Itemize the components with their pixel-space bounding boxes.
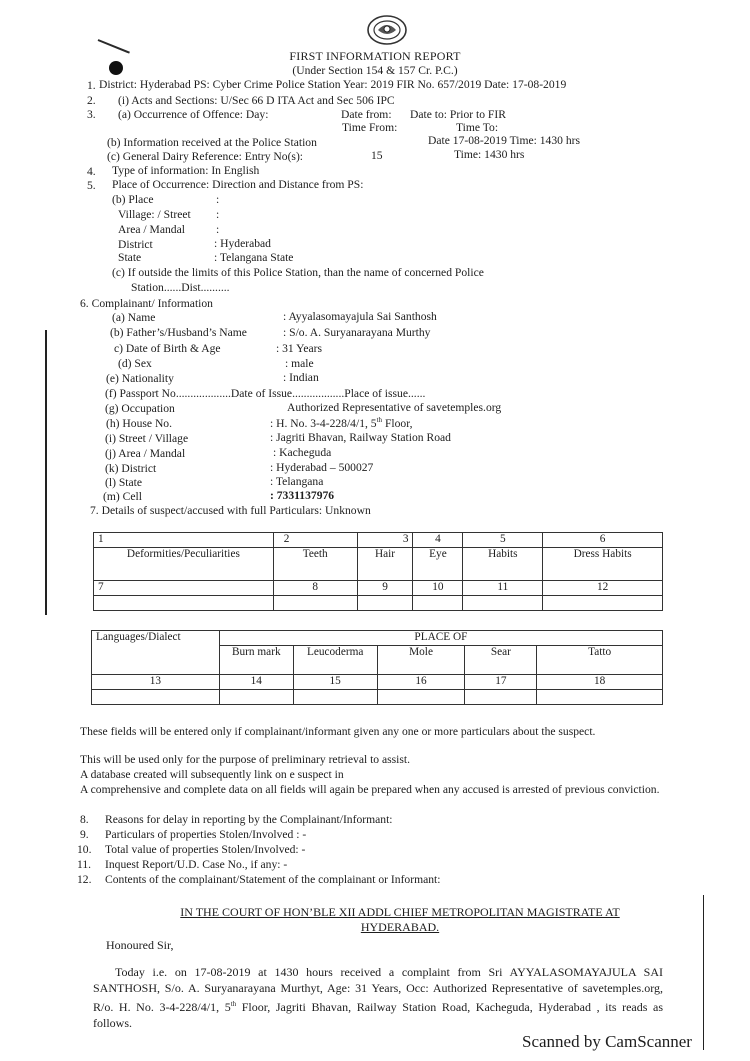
occupation-value: Authorized Representative of savetemples.org — [287, 401, 502, 414]
district-label-2: (k) District — [105, 462, 157, 475]
report-subtitle: (Under Section 154 & 157 Cr. P.C.) — [292, 64, 458, 77]
gd-reference-label: (c) General Dairy Reference: Entry No(s): — [107, 150, 304, 163]
suspect-details: 7. Details of suspect/accused with full Particulars: Unknown — [90, 504, 371, 517]
table-cell — [94, 596, 274, 611]
table-row — [92, 690, 663, 705]
table-header: Sear — [465, 646, 537, 675]
table-cell: 5 — [463, 533, 543, 548]
table-header: Teeth — [273, 548, 357, 581]
table-header: PLACE OF — [219, 631, 662, 646]
time-from: Time From: — [342, 121, 398, 134]
table-header: Habits — [463, 548, 543, 581]
sex-value: : male — [285, 357, 314, 370]
suspect-table-1 — [93, 532, 663, 611]
nationality-label: (e) Nationality — [106, 372, 174, 385]
village-label: Village: / Street — [118, 208, 191, 221]
item-9-text: Particulars of properties Stolen/Involved : - — [105, 828, 307, 841]
table-header: Languages/Dialect — [92, 631, 220, 675]
nationality-value: : Indian — [283, 371, 319, 384]
table-cell: 11 — [463, 581, 543, 596]
item-2-num: 2. — [87, 94, 96, 107]
table-row — [92, 675, 663, 690]
item-12-text: Contents of the complainant/Statement of the complainant or Informant: — [105, 873, 441, 886]
table-cell — [92, 690, 220, 705]
table-cell: 17 — [465, 675, 537, 690]
table-cell — [377, 690, 465, 705]
note-3: A database created will subsequently link on e suspect in — [80, 768, 344, 781]
table-cell: 9 — [357, 581, 413, 596]
area-colon: : — [216, 223, 220, 236]
date-to: Date to: Prior to FIR — [410, 108, 506, 121]
salutation: Honoured Sir, — [106, 938, 174, 952]
table-cell — [463, 596, 543, 611]
outside-limits: (c) If outside the limits of this Police Station, than the name of concerned Police — [112, 266, 484, 279]
table-cell: 16 — [377, 675, 465, 690]
area-label: Area / Mandal — [118, 223, 185, 236]
state-value: : Telangana State — [214, 251, 294, 264]
item-10-text: Total value of properties Stolen/Involved: - — [105, 843, 306, 856]
date-from: Date from: — [341, 108, 392, 121]
table-row — [94, 581, 663, 596]
time-to: Time To: — [456, 121, 499, 134]
table-cell: 7 — [94, 581, 274, 596]
table-cell — [293, 690, 377, 705]
table-cell: 4 — [413, 533, 463, 548]
table-cell: 14 — [219, 675, 293, 690]
camscanner-watermark: Scanned by CamScanner — [522, 1032, 692, 1051]
item-11-num: 11. — [77, 858, 92, 871]
table-cell: 3 — [357, 533, 413, 548]
info-received-label: (b) Information received at the Police Station — [107, 136, 317, 149]
cell-value: : 7331137976 — [270, 489, 335, 502]
district-label: District — [118, 238, 153, 251]
gd-time: Time: 1430 hrs — [454, 148, 525, 161]
state-value-2: : Telangana — [270, 475, 324, 488]
table-cell: 18 — [537, 675, 663, 690]
area-mandal-label: (j) Area / Mandal — [105, 447, 186, 460]
place-colon: : — [216, 193, 220, 206]
district-value-2: : Hyderabad – 500027 — [270, 461, 374, 474]
table-row — [94, 548, 663, 581]
complaint-body: Today i.e. on 17-08-2019 at 1430 hours received a complaint from Sri AYYALASOMAYAJULA SAI SANTHOSH, S/o. A. Suryanarayana Murthyt, Age: 31 Years, Occ: Authorized Representative of savetemples.org, R/o. H. No. 3-4-228/4/1, 5th Floor, Jagriti Bhavan, Railway Station Road, Kacheguda, Hyderabad , its reads as follows. — [93, 965, 663, 1030]
state-emblem-icon — [366, 14, 408, 46]
table-cell — [543, 596, 663, 611]
item-11-text: Inquest Report/U.D. Case No., if any: - — [105, 858, 288, 871]
item-8-num: 8. — [80, 813, 89, 826]
info-type: Type of information: In English — [112, 164, 260, 177]
name-value: : Ayyalasomayajula Sai Santhosh — [283, 310, 437, 323]
father-label: (b) Father’s/Husband’s Name — [110, 326, 247, 339]
village-colon: : — [216, 208, 220, 221]
info-received-value: Date 17-08-2019 Time: 1430 hrs — [428, 134, 581, 147]
table-cell: 6 — [543, 533, 663, 548]
district-value: : Hyderabad — [214, 237, 271, 250]
house-value: : H. No. 3-4-228/4/1, 5th Floor, — [270, 416, 413, 430]
street-label: (i) Street / Village — [105, 432, 189, 445]
item-1-num: 1. — [87, 79, 96, 92]
table-cell: 13 — [92, 675, 220, 690]
acts-sections: (i) Acts and Sections: U/Sec 66 D ITA Act and Sec 506 IPC — [118, 94, 395, 107]
table-header: Deformities/Peculiarities — [94, 548, 274, 581]
item-12-num: 12. — [77, 873, 92, 886]
complainant-heading: 6. Complainant/ Information — [80, 297, 213, 310]
state-label: State — [118, 251, 142, 264]
sex-label: (d) Sex — [118, 357, 152, 370]
table-cell: 12 — [543, 581, 663, 596]
item-3-num: 3. — [87, 108, 96, 121]
table-header: Burn mark — [219, 646, 293, 675]
occurrence-label: (a) Occurrence of Offence: Day: — [118, 108, 269, 121]
street-value: : Jagriti Bhavan, Railway Station Road — [270, 431, 451, 444]
note-4: A comprehensive and complete data on all fields will again be prepared when any accused is arrested of previous conviction. — [80, 783, 660, 796]
court-heading-2: HYDERABAD. — [360, 920, 440, 934]
court-heading-1: IN THE COURT OF HON’BLE XII ADDL CHIEF METROPOLITAN MAGISTRATE AT — [180, 905, 620, 919]
table-row — [92, 631, 663, 646]
item-10-num: 10. — [77, 843, 92, 856]
state-label-2: (l) State — [105, 476, 143, 489]
note-2: This will be used only for the purpose of preliminary retrieval to assist. — [80, 753, 411, 766]
place-of-occurrence: Place of Occurrence: Direction and Distance from PS: — [112, 178, 364, 191]
table-cell — [219, 690, 293, 705]
name-label: (a) Name — [112, 311, 156, 324]
table-cell — [465, 690, 537, 705]
table-cell: 10 — [413, 581, 463, 596]
area-mandal-value: : Kacheguda — [273, 446, 332, 459]
table-cell: 8 — [273, 581, 357, 596]
table-header: Dress Habits — [543, 548, 663, 581]
station-dist: Station......Dist.......... — [131, 281, 230, 294]
occupation-label: (g) Occupation — [105, 402, 175, 415]
item-4-num: 4. — [87, 165, 96, 178]
table-cell: 2 — [273, 533, 357, 548]
table-header: Leucoderma — [293, 646, 377, 675]
table-cell — [273, 596, 357, 611]
table-row — [94, 596, 663, 611]
house-label: (h) House No. — [106, 417, 173, 430]
table-cell: 1 — [94, 533, 274, 548]
table-header: Eye — [413, 548, 463, 581]
table-cell — [413, 596, 463, 611]
dob-label: c) Date of Birth & Age — [114, 342, 221, 355]
passport-line: (f) Passport No...................Date of Issue..................Place of issue...... — [105, 387, 426, 400]
scan-edge-left — [45, 330, 47, 615]
cell-label: (m) Cell — [103, 490, 142, 503]
table-cell — [357, 596, 413, 611]
father-value: : S/o. A. Suryanarayana Murthy — [283, 326, 431, 339]
district-line: District: Hyderabad PS: Cyber Crime Police Station Year: 2019 FIR No. 657/2019 Date: 17-08-2019 — [99, 78, 567, 91]
report-title: FIRST INFORMATION REPORT — [289, 49, 461, 63]
item-8-text: Reasons for delay in reporting by the Complainant/Informant: — [105, 813, 393, 826]
dob-value: : 31 Years — [276, 342, 323, 355]
table-header: Tatto — [537, 646, 663, 675]
scan-edge-right — [703, 895, 704, 1050]
gd-entry-no: 15 — [371, 149, 383, 162]
table-cell — [537, 690, 663, 705]
table-header: Mole — [377, 646, 465, 675]
suspect-table-2 — [91, 630, 663, 705]
table-cell: 15 — [293, 675, 377, 690]
table-row — [94, 533, 663, 548]
place-label: (b) Place — [112, 193, 154, 206]
table-header: Hair — [357, 548, 413, 581]
note-1: These fields will be entered only if complainant/informant given any one or more particulars about the suspect. — [80, 725, 596, 738]
item-5-num: 5. — [87, 179, 96, 192]
item-9-num: 9. — [80, 828, 89, 841]
